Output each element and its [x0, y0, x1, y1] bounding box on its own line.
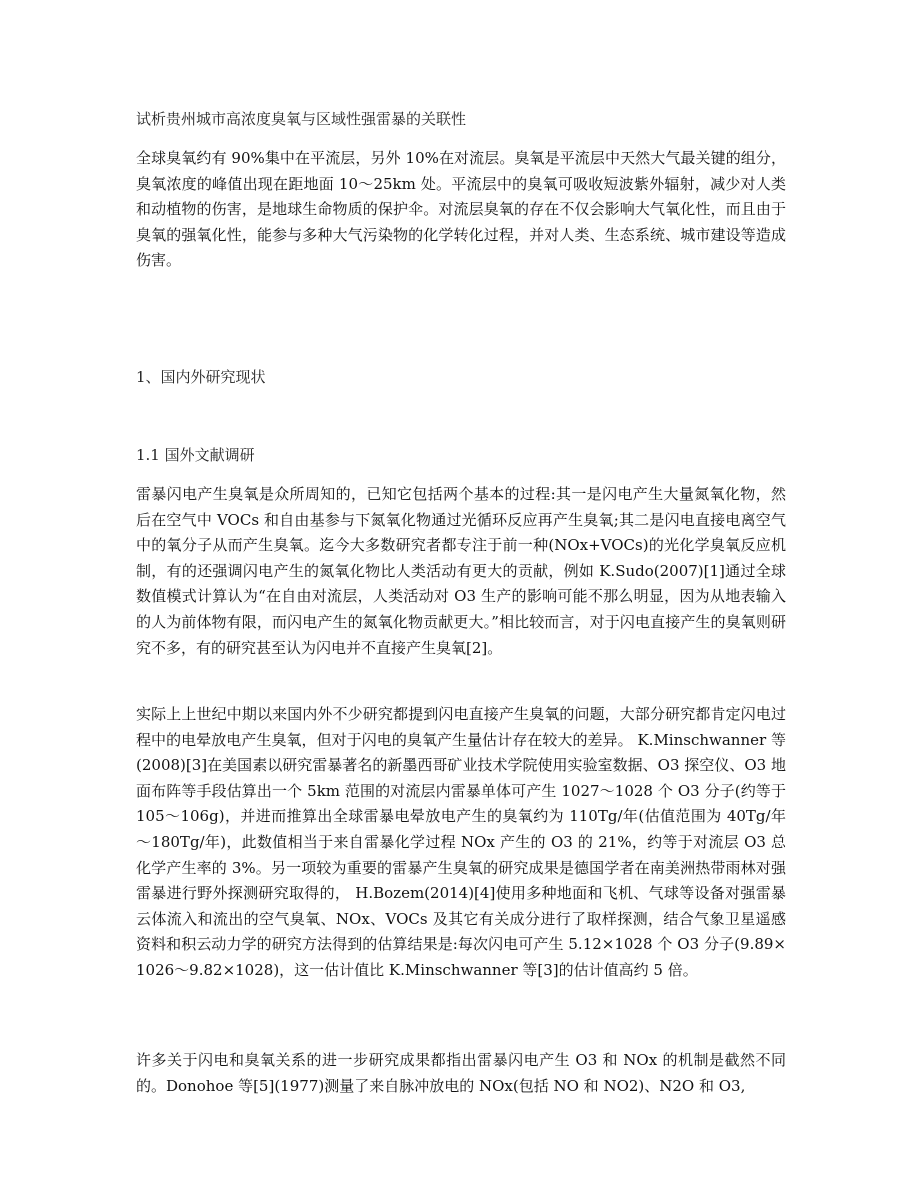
paragraph-3: 许多关于闪电和臭氧关系的进一步研究成果都指出雷暴闪电产生 O3 和 NOx 的机制是截然不同的。Donohoe 等[5](1977)测量了来自脉冲放电的 NOx(包括 NO 和 NO2)、N2O 和 O3, — [136, 1051, 786, 1095]
section-1-1-heading: 1.1 国外文献调研 — [136, 446, 255, 464]
paragraph-2: 实际上上世纪中期以来国内外不少研究都提到闪电直接产生臭氧的问题，大部分研究都肯定闪电过程中的电晕放电产生臭氧，但对于闪电的臭氧产生量估计存在较大的差异。 K.Minschwanner 等(2008)[3]在美国素以研究雷暴著名的新墨西哥矿业技术学院使用实验室数据、O3 探空仪、O3 地面布阵等手段估算出一个 5km 范围的对流层内雷暴单体可产生 1027～1028 个 O3 分子(约等于 105～106g)，并进而推算出全球雷暴电晕放电产生的臭氧约为 110Tg/年(估值范围为 40Tg/年～180Tg/年)，此数值相当于来自雷暴化学过程 NOx 产生的 O3 的 21%，约等于对流层 O3 总化学产生率的 3%。另一项较为重要的雷暴产生臭氧的研究成果是德国学者在南美洲热带雨林对强雷暴进行野外探测研究取得的， H.Bozem(2014)[4]使用多种地面和飞机、气球等设备对强雷暴云体流入和流出的空气臭氧、NOx、VOCs 及其它有关成分进行了取样探测，结合气象卫星遥感资料和积云动力学的研究方法得到的估算结果是:每次闪电可产生 5.12×1028 个 O3 分子(9.89×1026～9.82×1028)，这一估计值比 K.Minschwanner 等[3]的估计值高约 5 倍。 — [136, 705, 786, 979]
section-1-heading: 1、国内外研究现状 — [136, 368, 266, 386]
document-title: 试析贵州城市高浓度臭氧与区域性强雷暴的关联性 — [136, 110, 467, 128]
paragraph-1: 雷暴闪电产生臭氧是众所周知的，已知它包括两个基本的过程:其一是闪电产生大量氮氧化物，然后在空气中 VOCs 和自由基参与下氮氧化物通过光循环反应再产生臭氧;其二是闪电直接电离空气中的氧分子从而产生臭氧。迄今大多数研究者都专注于前一种(NOx+VOCs)的光化学臭氧反应机制，有的还强调闪电产生的氮氧化物比人类活动有更大的贡献，例如 K.Sudo(2007)[1]通过全球数值模式计算认为“在自由对流层，人类活动对 O3 生产的影响可能不那么明显，因为从地表输入的人为前体物有限，而闪电产生的氮氧化物贡献更大。”相比较而言，对于闪电直接产生的臭氧则研究不多，有的研究甚至认为闪电并不直接产生臭氧[2]。 — [136, 485, 786, 657]
intro-paragraph: 全球臭氧约有 90%集中在平流层，另外 10%在对流层。臭氧是平流层中天然大气最关键的组分，臭氧浓度的峰值出现在距地面 10～25km 处。平流层中的臭氧可吸收短波紫外辐射，减少对人类和动植物的伤害，是地球生命物质的保护伞。对流层臭氧的存在不仅会影响大气氧化性，而且由于臭氧的强氧化性，能参与多种大气污染物的化学转化过程，并对人类、生态系统、城市建设等造成伤害。 — [136, 149, 786, 270]
